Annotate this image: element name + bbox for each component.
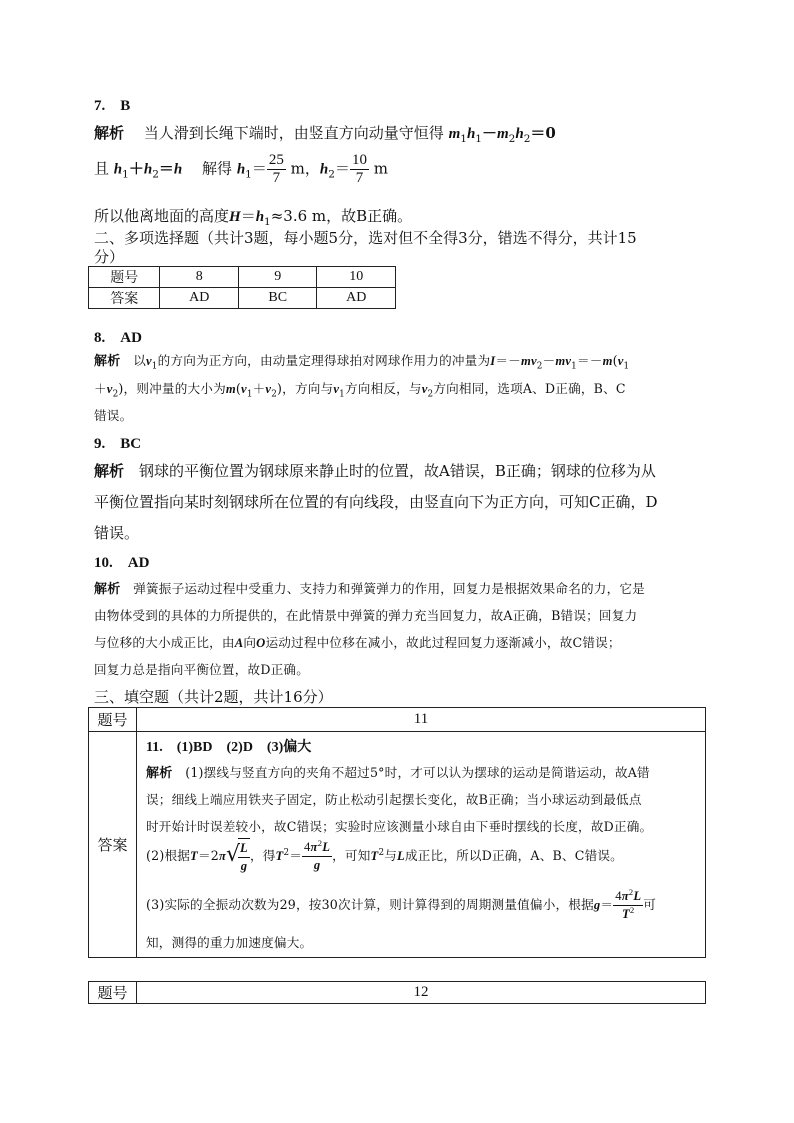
q11-p1-line3: 时开始计时误差较小，故C错误；实验时应该测量小球自由下垂时摆线的长度，故D正确。 [146,819,653,834]
q7-heading: 7. B [94,98,131,114]
table-cell: AD [160,288,239,309]
q11-p3-line1: (3)实际的全振动次数为29，按30次计算，则计算得到的周期测量值偏小，根据g＝ $\frac{4\pi^2L}{T^2}$ 可 [146,886,657,921]
q9-analysis-line3: 错误。 [94,524,140,542]
table-header-label: 题号 [89,267,160,288]
table-answer-label: 答案 [89,732,137,958]
table-cell: 8 [160,267,239,288]
q7-analysis-line3: 所以他离地面的高度$H=h_1\approx 3.6$ m，故B正确。 [94,207,413,228]
q9-analysis-line2: 平衡位置指向某时刻钢球所在位置的有向线段，由竖直向下为正方向，可知C正确，D [94,493,658,511]
section3-title: 三、填空题（共计2题，共计16分） [94,688,333,706]
table-header-label: 题号 [89,982,137,1004]
fraction-10-7: $\frac{10}{7}$ [351,152,367,186]
q9-analysis-line1: 解析 钢球的平衡位置为钢球原来静止时的位置，故A错误，B正确；钢球的位移为从 [94,462,656,480]
section2-title-cont: 分） [94,248,125,266]
q11-p3-line2: 知，测得的重力加速度偏大。 [146,935,313,950]
sqrt-expression: √ $\frac{L}{g}$ [226,838,250,875]
q7-analysis-line2: 且 $h_1+h_2=h$ 解得 $h_1=$ $\frac{25}{7}$ m，$h_2=$ $\frac{10}{7}$ m [94,152,388,186]
q10-analysis-line1: 解析 弹簧振子运动过程中受重力、支持力和弹簧弹力的作用，回复力是根据效果命名的力，它是 [94,581,645,597]
q11-p1-line1: 解析 (1)摆线与竖直方向的夹角不超过5°时，才可以认为摆球的运动是简谐运动，故A错 [146,765,650,781]
fraction-t2: $\frac{4\pi^2L}{g}$ [304,837,331,872]
q8-analysis-line3: 错误。 [94,408,133,423]
q11-p2-line: (2)根据T＝2π √ $\frac{L}{g}$ ，得$T^2=$ $\frac{4\pi^2L}{g}$ ，可知$T^2$与L成正比，所以D正确，A、B、C错误。 [146,837,623,873]
q12-number-cell: 12 [137,982,706,1004]
table-header-label: 题号 [89,708,137,732]
q10-analysis-line3: 与位移的大小成正比，由A向O运动过程中位移在减小，故此过程回复力逐渐减小，故C错误； [94,635,621,650]
section2-title: 二、多项选择题（共计3题，每小题5分，选对但不全得3分，错选不得分，共计15 [94,229,637,247]
q8-analysis-line1: 解析 以$v_1$的方向为正方向，由动量定理得球拍对网球作用力的冲量为$I=-mv_2-mv_1=-m(v_1$ [94,353,630,372]
q7-analysis-line1: 解析 当人滑到长绳下端时，由竖直方向动量守恒得 $m_1h_1-m_2h_2=0$ [94,124,556,145]
q7-text1: 当人滑到长绳下端时，由竖直方向动量守恒得 [143,124,444,142]
fraction-g: $\frac{4\pi^2L}{T^2}$ [615,886,642,921]
table-cell: 9 [238,267,317,288]
section3-table-q12 [88,981,706,1004]
analysis-label: 解析 [94,124,125,142]
q8-analysis-line2: $+v_2$)，则冲量的大小为$m(v_1+v_2)$，方向与$v_1$方向相反，与$v_2$方向相同，选项A、D正确，B、C [94,381,626,400]
fraction-25-7: $\frac{25}{7}$ [268,152,284,186]
table-cell: 10 [317,267,396,288]
q11-heading: 11. (1)BD (2)D (3)偏大 [146,740,312,755]
q10-analysis-line4: 回复力总是指向平衡位置，故D正确。 [94,662,309,677]
q10-heading: 10. AD [94,555,150,571]
q10-analysis-line2: 由物体受到的具体的力所提供的，在此情景中弹簧的弹力充当回复力，故A正确，B错误；回复力 [94,608,638,623]
q9-heading: 9. BC [94,436,142,452]
table-cell: BC [238,288,317,309]
q11-p1-line2: 误；细线上端应用铁夹子固定，防止松动引起摆长变化，故B正确；当小球运动到最低点 [146,792,642,807]
q11-number-cell: 11 [137,708,706,732]
section2-answer-table [88,266,396,309]
table-cell: AD [317,288,396,309]
table-answer-label: 答案 [89,288,160,309]
q8-heading: 8. AD [94,330,142,346]
